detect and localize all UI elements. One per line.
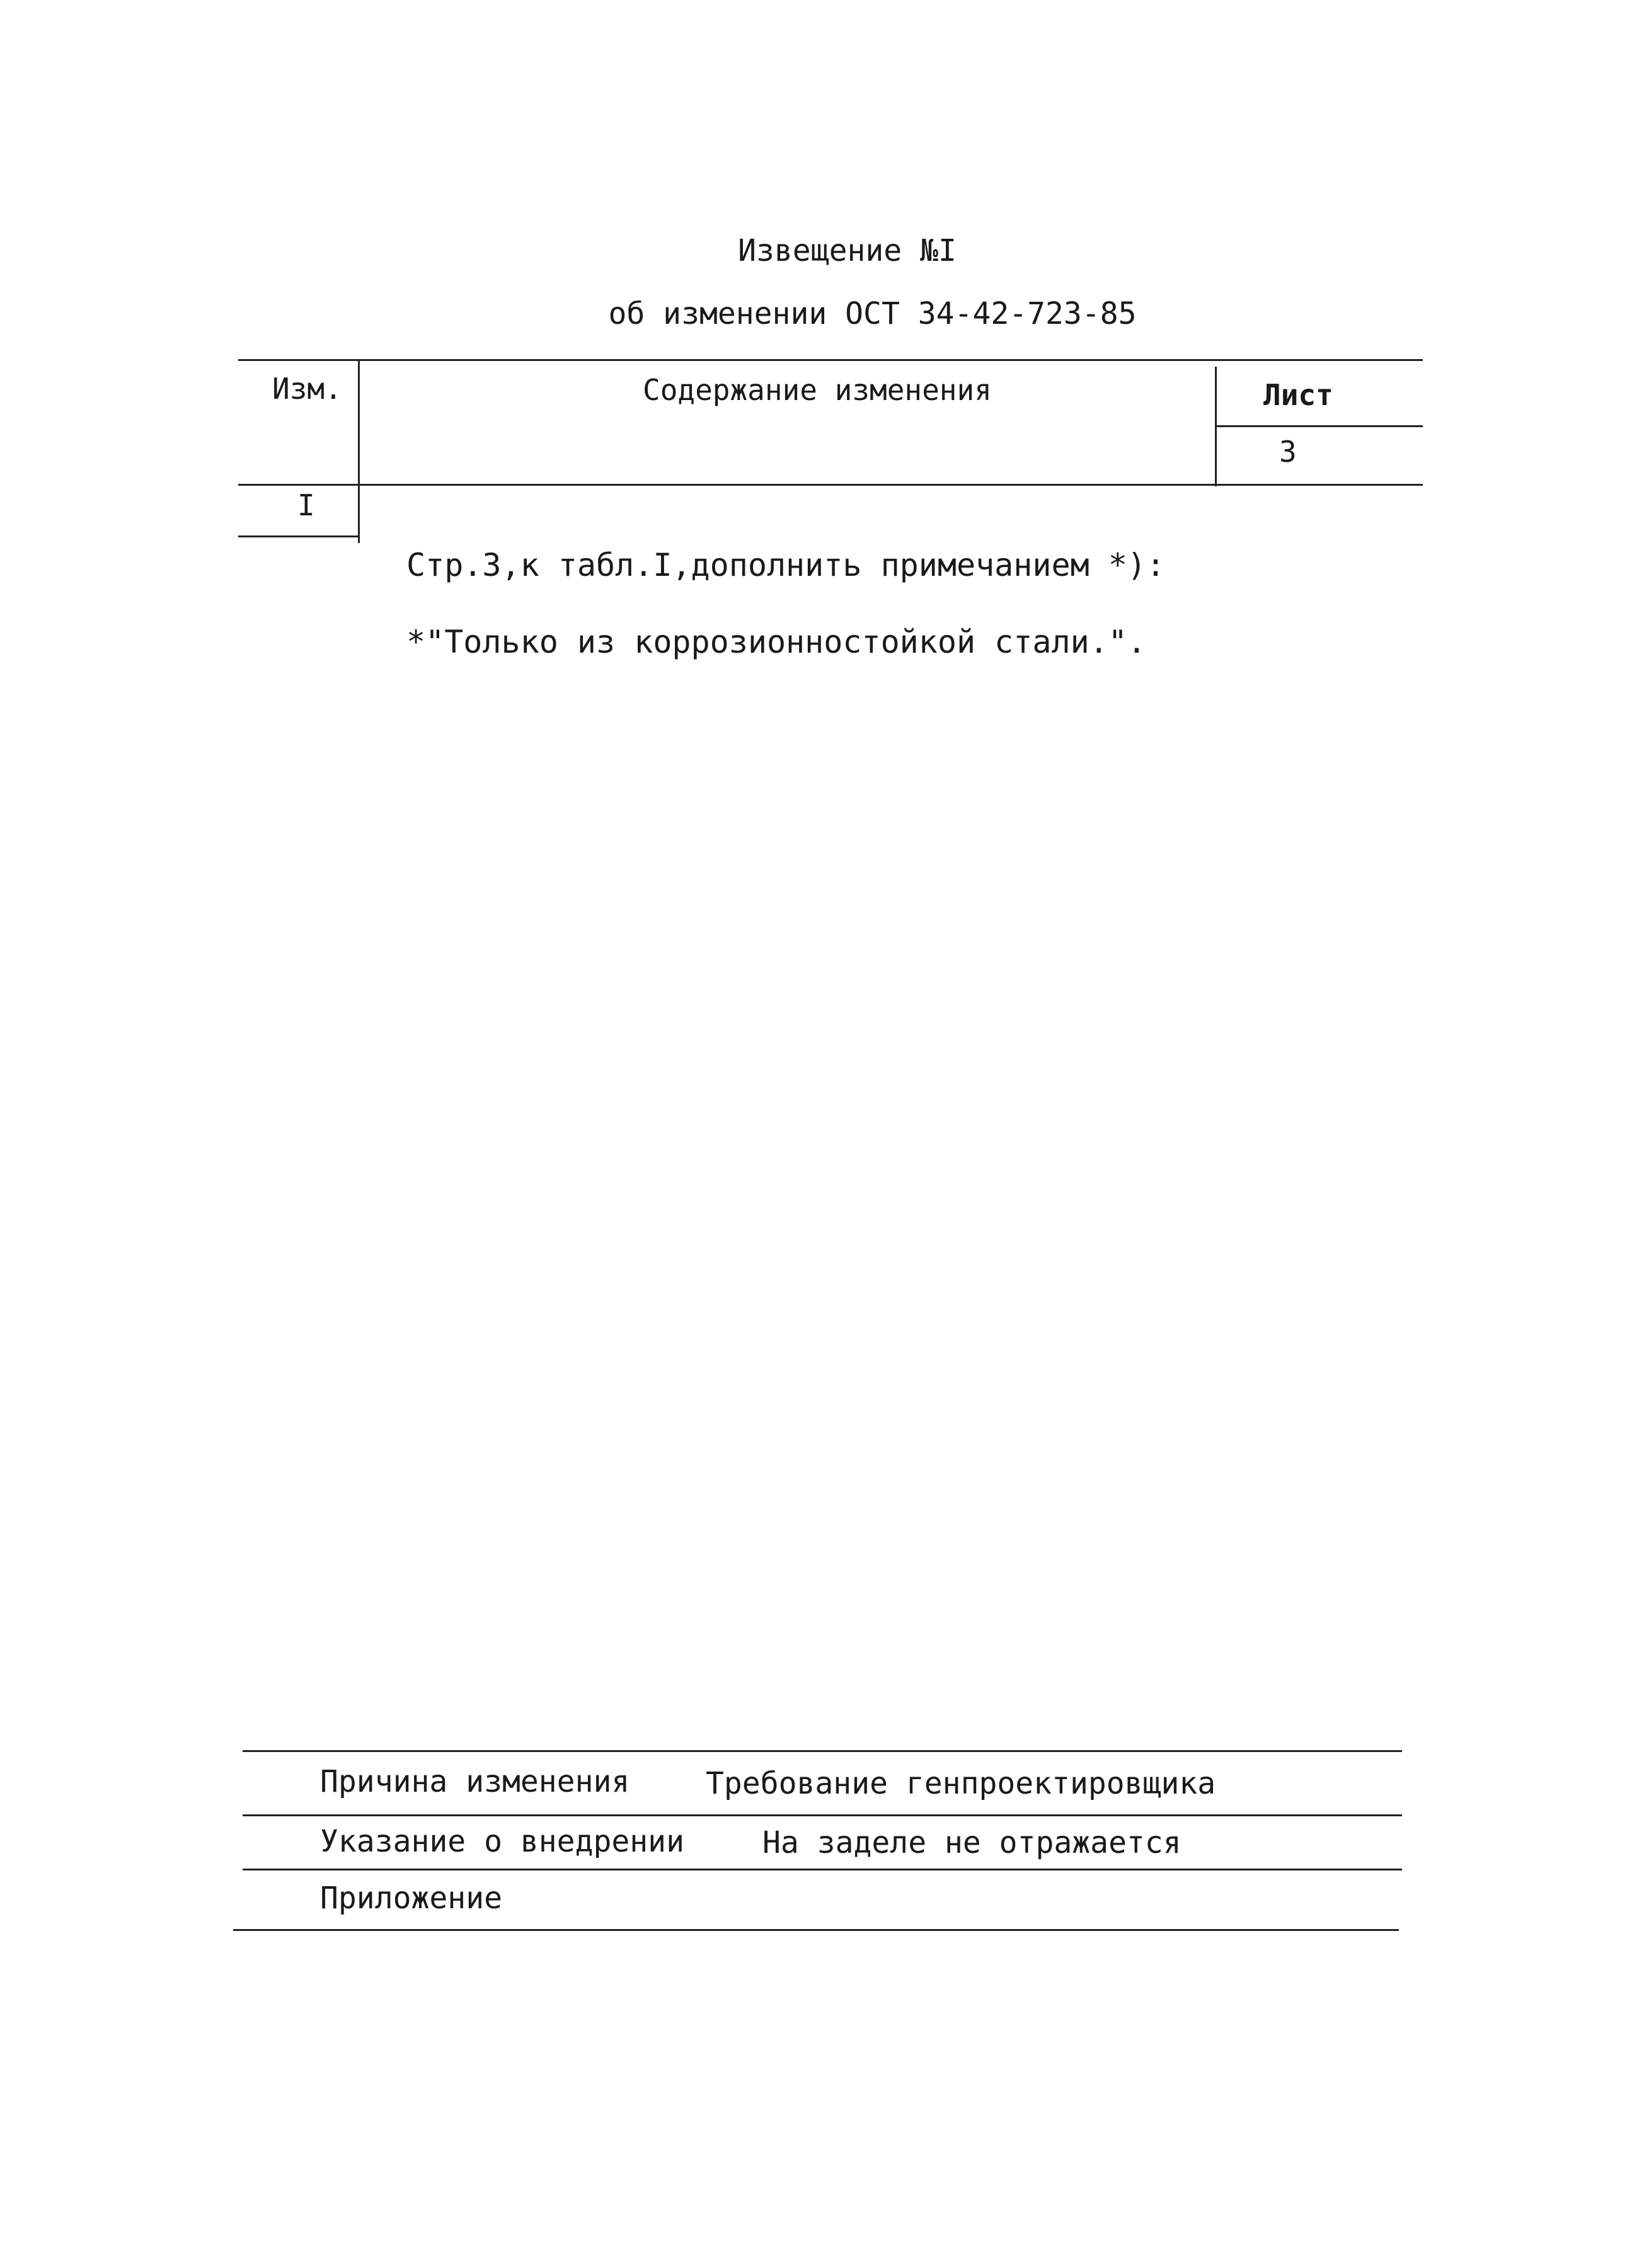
implementation-label: Указание о внедрении (320, 1824, 684, 1859)
column-sheet-header: Лист (1263, 378, 1333, 412)
footer-top-line (243, 1750, 1402, 1752)
reason-label: Причина изменения (320, 1764, 630, 1799)
appendix-label: Приложение (320, 1881, 502, 1916)
notice-title: Извещение №I (738, 233, 957, 268)
notice-subtitle: об изменении ОСТ 34-42-723-85 (608, 296, 1137, 331)
column-change-header: Изм. (272, 372, 342, 406)
footer-line-2 (243, 1814, 1402, 1816)
column-content-header: Содержание изменения (643, 373, 992, 407)
footer-bottom-line (233, 1929, 1399, 1931)
table-header-bottom-line (238, 484, 1423, 486)
reason-value: Требование генпроектировщика (706, 1766, 1216, 1801)
sheet-value: 3 (1279, 435, 1297, 469)
content-line-1: Стр.3,к табл.I,дополнить примечанием *): (406, 547, 1166, 583)
table-change-bottom-line (238, 536, 358, 537)
table-divider-change (358, 360, 360, 543)
content-line-2: *"Только из коррозионностойкой стали.". (406, 624, 1146, 660)
implementation-value: На заделе не отражается (762, 1825, 1181, 1860)
change-number: I (297, 488, 315, 522)
footer-line-3 (243, 1869, 1402, 1870)
table-sheet-line (1215, 425, 1423, 427)
table-top-line (238, 359, 1423, 361)
